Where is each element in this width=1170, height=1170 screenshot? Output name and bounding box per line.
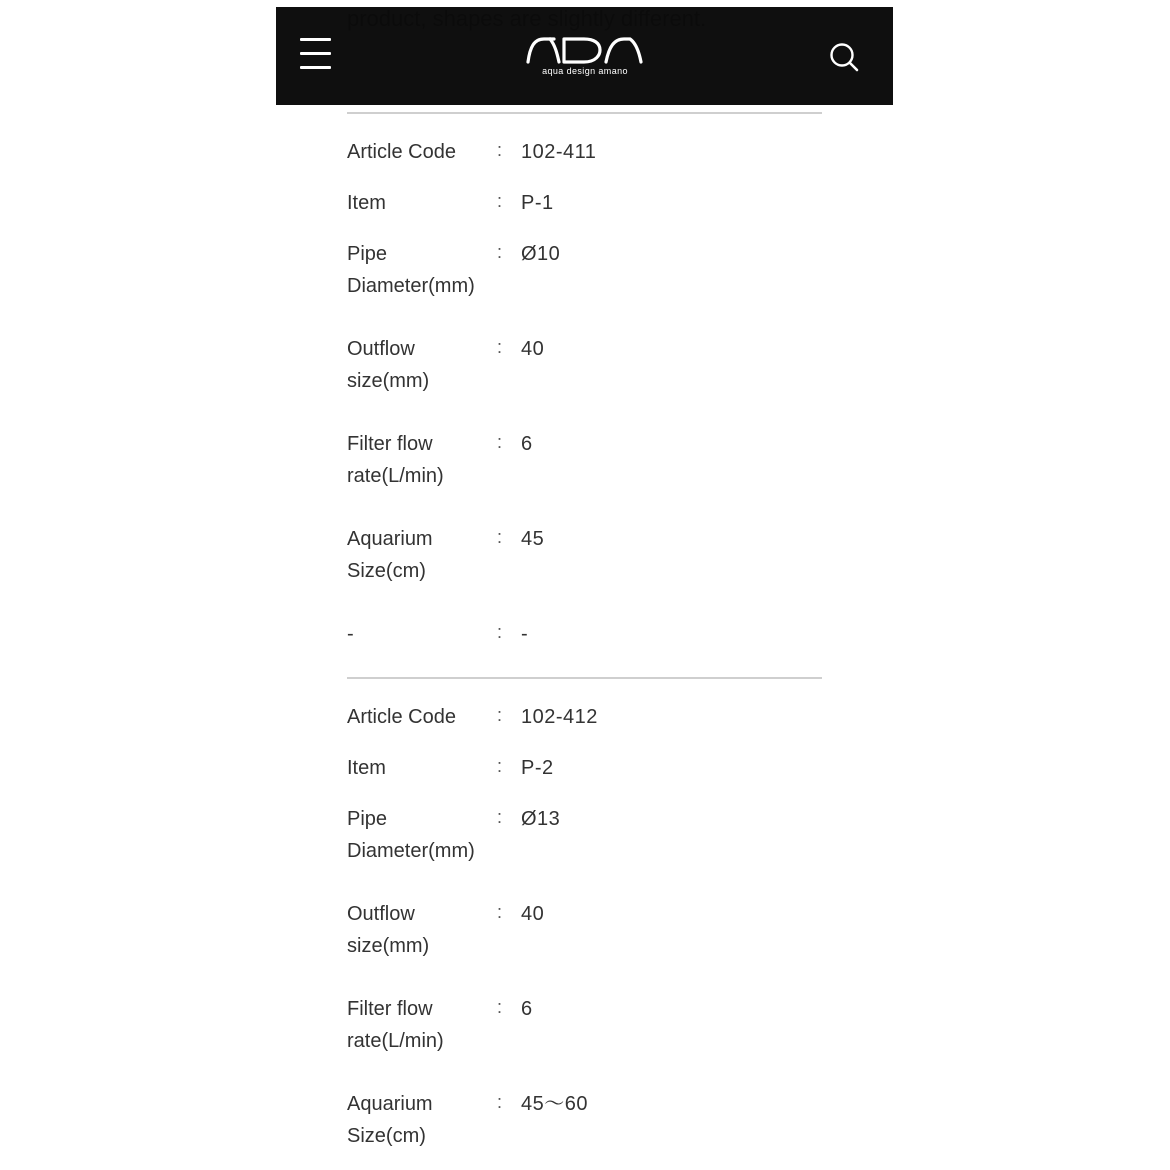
- spec-colon: :: [497, 622, 503, 642]
- spec-value: Ø13: [521, 808, 561, 830]
- spec-label: Item: [347, 757, 386, 779]
- spec-label: Article Code: [347, 141, 456, 163]
- search-icon[interactable]: [829, 42, 859, 72]
- spec-colon: :: [497, 140, 503, 160]
- spec-block-2: [347, 677, 822, 1170]
- spec-value: 102-411: [521, 141, 597, 163]
- spec-block-1: [347, 112, 822, 677]
- spec-list: [347, 112, 822, 1170]
- spec-label: Pipe Diameter(mm): [347, 808, 475, 862]
- spec-colon: :: [497, 705, 503, 725]
- spec-label: Aquarium Size(cm): [347, 528, 433, 582]
- site-header: [276, 7, 893, 105]
- spec-row: [347, 748, 822, 799]
- spec-label: Filter flow rate(L/min): [347, 433, 444, 487]
- spec-colon: :: [497, 902, 503, 922]
- spec-value: 102-412: [521, 706, 598, 728]
- spec-colon: :: [497, 1092, 503, 1112]
- spec-colon: :: [497, 337, 503, 357]
- spec-row: [347, 799, 822, 894]
- spec-row: [347, 424, 822, 519]
- spec-colon: :: [497, 807, 503, 827]
- spec-value: 40: [521, 338, 545, 360]
- spec-label: Outflow size(mm): [347, 338, 430, 392]
- spec-label: Pipe Diameter(mm): [347, 243, 475, 297]
- spec-row: [347, 1084, 822, 1170]
- spec-value: 6: [521, 998, 533, 1020]
- spec-colon: :: [497, 997, 503, 1017]
- spec-label: Item: [347, 192, 386, 214]
- spec-row: [347, 132, 822, 183]
- spec-value: 45: [521, 528, 545, 550]
- spec-row: [347, 989, 822, 1084]
- spec-value: -: [521, 623, 529, 645]
- logo-subtext: aqua design amano: [542, 66, 628, 76]
- spec-row: [347, 614, 822, 677]
- spec-label: Aquarium Size(cm): [347, 1093, 433, 1147]
- spec-value: Ø10: [521, 243, 561, 265]
- spec-label: Filter flow rate(L/min): [347, 998, 444, 1052]
- hamburger-menu-icon[interactable]: [300, 38, 332, 70]
- spec-label: -: [347, 623, 354, 645]
- spec-value: P-2: [521, 757, 554, 779]
- spec-colon: :: [497, 756, 503, 776]
- spec-row: [347, 697, 822, 748]
- spec-colon: :: [497, 191, 503, 211]
- spec-row: [347, 894, 822, 989]
- spec-row: [347, 183, 822, 234]
- spec-label: Article Code: [347, 706, 456, 728]
- spec-colon: :: [497, 432, 503, 452]
- spec-row: [347, 234, 822, 329]
- spec-row: [347, 519, 822, 614]
- spec-label: Outflow size(mm): [347, 903, 430, 957]
- spec-colon: :: [497, 242, 503, 262]
- spec-value: 45〜60: [521, 1093, 588, 1115]
- spec-value: P-1: [521, 192, 554, 214]
- spec-value: 40: [521, 903, 545, 925]
- mobile-viewport: [276, 0, 893, 1170]
- spec-row: [347, 329, 822, 424]
- spec-colon: :: [497, 527, 503, 547]
- spec-value: 6: [521, 433, 533, 455]
